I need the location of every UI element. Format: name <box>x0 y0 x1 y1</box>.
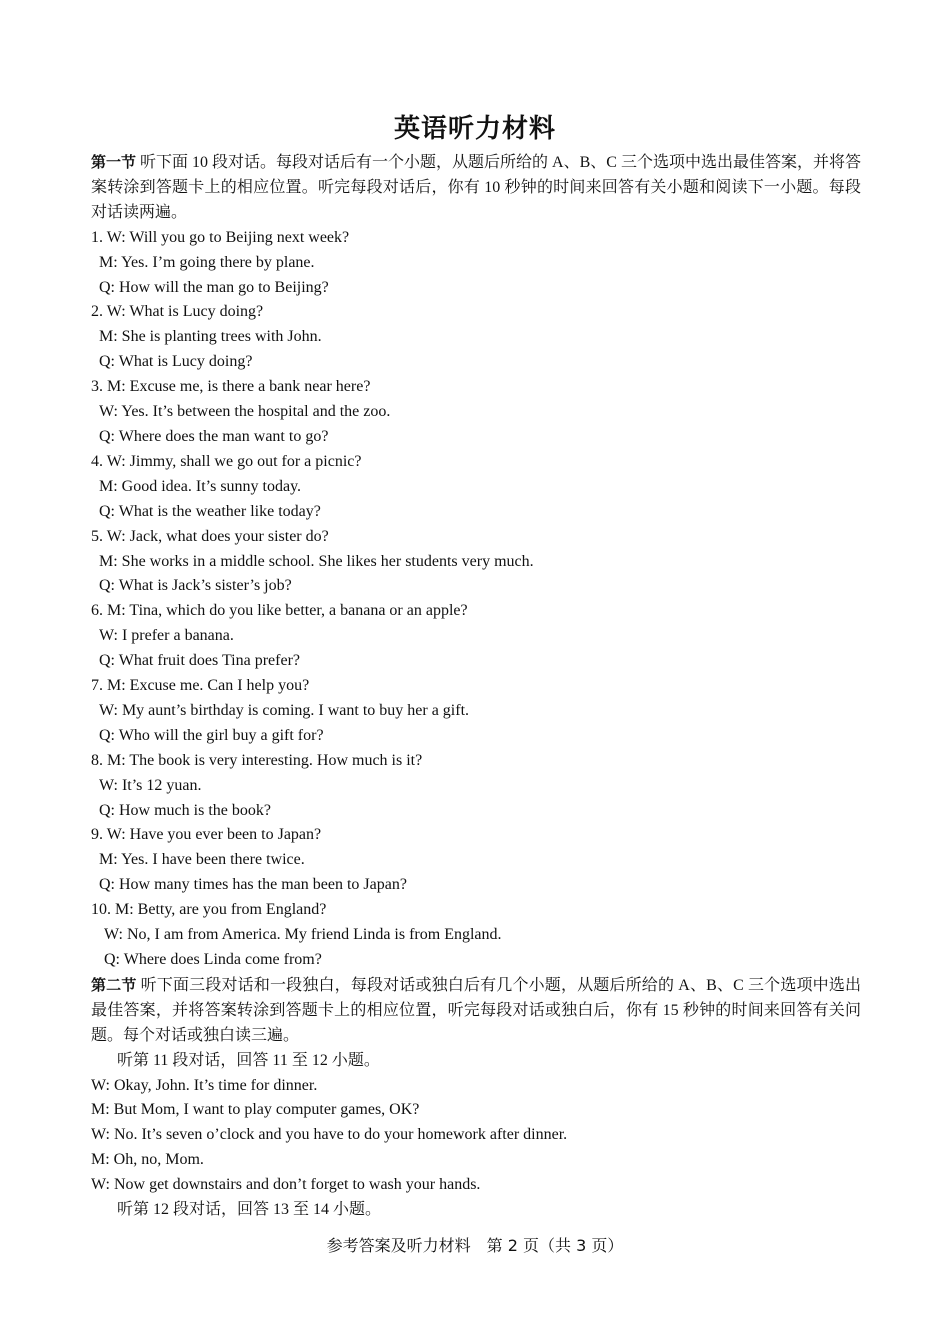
dialogue-line: 7. M: Excuse me. Can I help you? <box>91 677 310 695</box>
dialogue11-line: W: Now get downstairs and don’t forget to wash your hands. <box>91 1176 481 1194</box>
section2-instructions <box>91 973 861 1049</box>
dialogue11-line: M: Oh, no, Mom. <box>91 1151 204 1169</box>
question-line: Q: Where does the man want to go? <box>99 427 329 445</box>
dialogue-line: 2. W: What is Lucy doing? <box>91 303 264 321</box>
dialogue-line: W: I prefer a banana. <box>99 627 234 645</box>
section1-instructions <box>91 150 861 226</box>
page-footer: 参考答案及听力材料 第 2 页（共 3 页） <box>326 1236 624 1255</box>
dialogue-line: W: Yes. It’s between the hospital and the zoo. <box>99 403 391 421</box>
dialogue-line: W: No, I am from America. My friend Linda is from England. <box>104 926 502 944</box>
dialogue-line: 5. W: Jack, what does your sister do? <box>91 527 329 545</box>
dialogue-line: 4. W: Jimmy, shall we go out for a picnic? <box>91 452 362 470</box>
question-line: Q: What is the weather like today? <box>99 502 321 520</box>
dialogue-line: M: She is planting trees with John. <box>99 328 322 346</box>
page-title: 英语听力材料 <box>393 114 556 144</box>
section1-text: 听下面 10 段对话。每段对话后有一个小题，从题后所给的 A、B、C 三个选项中选出最佳答案，并将答案转涂到答题卡上的相应位置。听完每段对话后，你有 10 秒钟的时间来回答有关小题和阅读下一小题。每段对话读两遍。 <box>91 154 861 221</box>
dialogue12-intro: 听第 12 段对话，回答 13 至 14 小题。 <box>117 1201 382 1219</box>
question-line: Q: What is Jack’s sister’s job? <box>99 577 292 595</box>
dialogue-line: W: My aunt’s birthday is coming. I want to buy her a gift. <box>99 701 470 719</box>
dialogue-list <box>91 226 861 973</box>
document-body <box>91 150 861 1223</box>
dialogue-line: 1. W: Will you go to Beijing next week? <box>91 228 350 246</box>
dialogue-line: 10. M: Betty, are you from England? <box>91 901 327 919</box>
dialogue-line: M: Good idea. It’s sunny today. <box>99 477 302 495</box>
dialogue11-intro: 听第 11 段对话，回答 11 至 12 小题。 <box>117 1051 380 1069</box>
dialogue11-line: M: But Mom, I want to play computer games, OK? <box>91 1101 420 1119</box>
dialogue11-line: W: No. It’s seven o’clock and you have to do your homework after dinner. <box>91 1126 568 1144</box>
question-line: Q: What is Lucy doing? <box>99 353 253 371</box>
dialogue-line: 3. M: Excuse me, is there a bank near here? <box>91 378 371 396</box>
dialogue11-line: W: Okay, John. It’s time for dinner. <box>91 1076 318 1094</box>
question-line: Q: How many times has the man been to Japan? <box>99 876 407 894</box>
dialogue-line: 8. M: The book is very interesting. How much is it? <box>91 751 423 769</box>
section1-label: 第一节 <box>91 153 137 171</box>
dialogue-line: M: Yes. I have been there twice. <box>99 851 305 869</box>
question-line: Q: Where does Linda come from? <box>104 951 322 968</box>
dialogue-line: M: She works in a middle school. She likes her students very much. <box>99 552 534 570</box>
section2-text: 听下面三段对话和一段独白，每段对话或独白后有几个小题，从题后所给的 A、B、C 三个选项中选出最佳答案，并将答案转涂到答题卡上的相应位置，听完每段对话或独白后，你有 15 秒钟的时间来回答有关问题。每个对话或独白读三遍。 <box>91 976 861 1044</box>
question-line: Q: How will the man go to Beijing? <box>99 278 329 296</box>
dialogue-line: M: Yes. I’m going there by plane. <box>99 253 315 271</box>
question-line: Q: What fruit does Tina prefer? <box>99 652 300 670</box>
question-line: Q: How much is the book? <box>99 801 271 819</box>
question-line: Q: Who will the girl buy a gift for? <box>99 726 324 744</box>
dialogue-line: W: It’s 12 yuan. <box>99 776 202 794</box>
dialogue-line: 9. W: Have you ever been to Japan? <box>91 826 322 844</box>
section2-label: 第二节 <box>91 975 137 994</box>
dialogue-line: 6. M: Tina, which do you like better, a banana or an apple? <box>91 602 468 620</box>
